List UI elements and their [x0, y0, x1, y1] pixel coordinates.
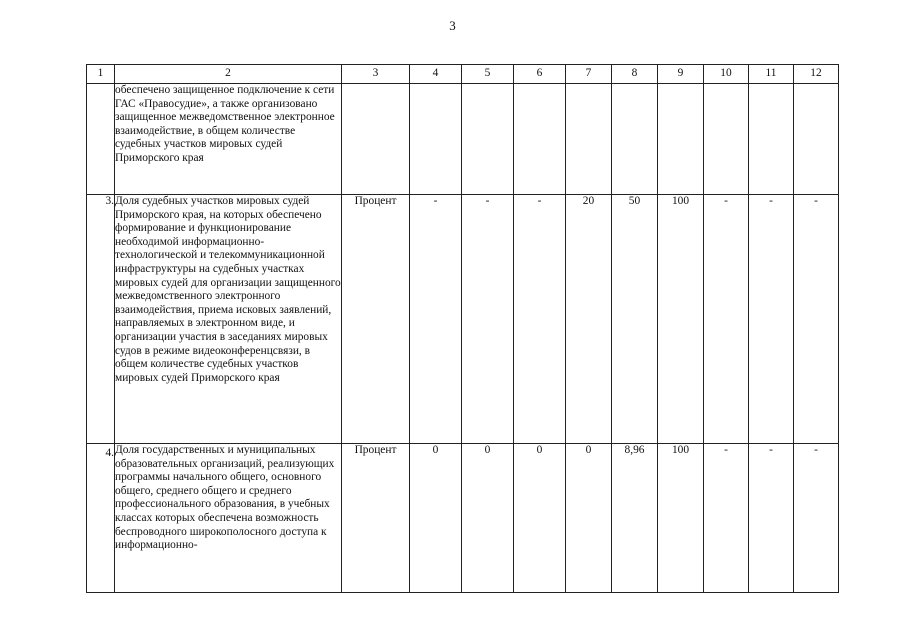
value-cell: [462, 84, 514, 195]
column-header: 11: [749, 65, 794, 84]
value-cell: -: [514, 195, 566, 444]
column-header: 8: [612, 65, 658, 84]
value-cell: -: [794, 195, 839, 444]
column-header: 2: [115, 65, 342, 84]
value-cell: 0: [462, 444, 514, 593]
column-header: 12: [794, 65, 839, 84]
table-row: [87, 195, 839, 444]
table-row: [87, 84, 839, 195]
value-cell: 20: [566, 195, 612, 444]
value-cell: [704, 84, 749, 195]
row-number: [87, 84, 115, 195]
column-header: 10: [704, 65, 749, 84]
value-cell: [749, 84, 794, 195]
unit-cell: Процент: [342, 444, 410, 593]
value-cell: [514, 84, 566, 195]
value-cell: [794, 84, 839, 195]
value-cell: 100: [658, 195, 704, 444]
column-header: 6: [514, 65, 566, 84]
value-cell: -: [794, 444, 839, 593]
value-cell: -: [749, 195, 794, 444]
row-number: 4.: [87, 444, 115, 593]
value-cell: 100: [658, 444, 704, 593]
row-number: 3.: [87, 195, 115, 444]
value-cell: [566, 84, 612, 195]
value-cell: [612, 84, 658, 195]
column-number-row: [87, 65, 839, 84]
indicator-table: [86, 64, 839, 593]
value-cell: -: [410, 195, 462, 444]
value-cell: -: [462, 195, 514, 444]
value-cell: 0: [566, 444, 612, 593]
indicator-description: Доля судебных участков мировых судей Приморского края, на которых обеспечено формирование и функционирование необходимой информационно-технологической и телекоммуникационной инфраструктуры на судебных участках мировых судей для организации защищенного межведомственного электронного взаимодействия, приема исковых заявлений, направляемых в электронном виде, и организации участия в заседаниях мировых судов в режиме видеоконференцсвязи, в общем количестве судебных участков мировых судей Приморского края: [115, 195, 342, 444]
column-header: 5: [462, 65, 514, 84]
value-cell: [410, 84, 462, 195]
value-cell: 50: [612, 195, 658, 444]
column-header: 7: [566, 65, 612, 84]
unit-cell: [342, 84, 410, 195]
value-cell: 0: [514, 444, 566, 593]
value-cell: -: [704, 444, 749, 593]
column-header: 3: [342, 65, 410, 84]
indicator-description: обеспечено защищенное подключение к сети ГАС «Правосудие», а также организовано защищенное межведомственное электронное взаимодействие, в общем количестве судебных участков мировых судей Приморского края: [115, 84, 342, 195]
value-cell: 8,96: [612, 444, 658, 593]
indicator-description: Доля государственных и муниципальных образовательных организаций, реализующих программы начального общего, основного общего, среднего общего и среднего профессионального образования, в учебных классах которых обеспечена возможность беспроводного широкополосного доступа к информационно-: [115, 444, 342, 593]
unit-cell: Процент: [342, 195, 410, 444]
column-header: 4: [410, 65, 462, 84]
value-cell: [658, 84, 704, 195]
value-cell: -: [704, 195, 749, 444]
value-cell: 0: [410, 444, 462, 593]
table-row: [87, 444, 839, 593]
column-header: 1: [87, 65, 115, 84]
page-number: 3: [449, 18, 456, 33]
column-header: 9: [658, 65, 704, 84]
value-cell: -: [749, 444, 794, 593]
